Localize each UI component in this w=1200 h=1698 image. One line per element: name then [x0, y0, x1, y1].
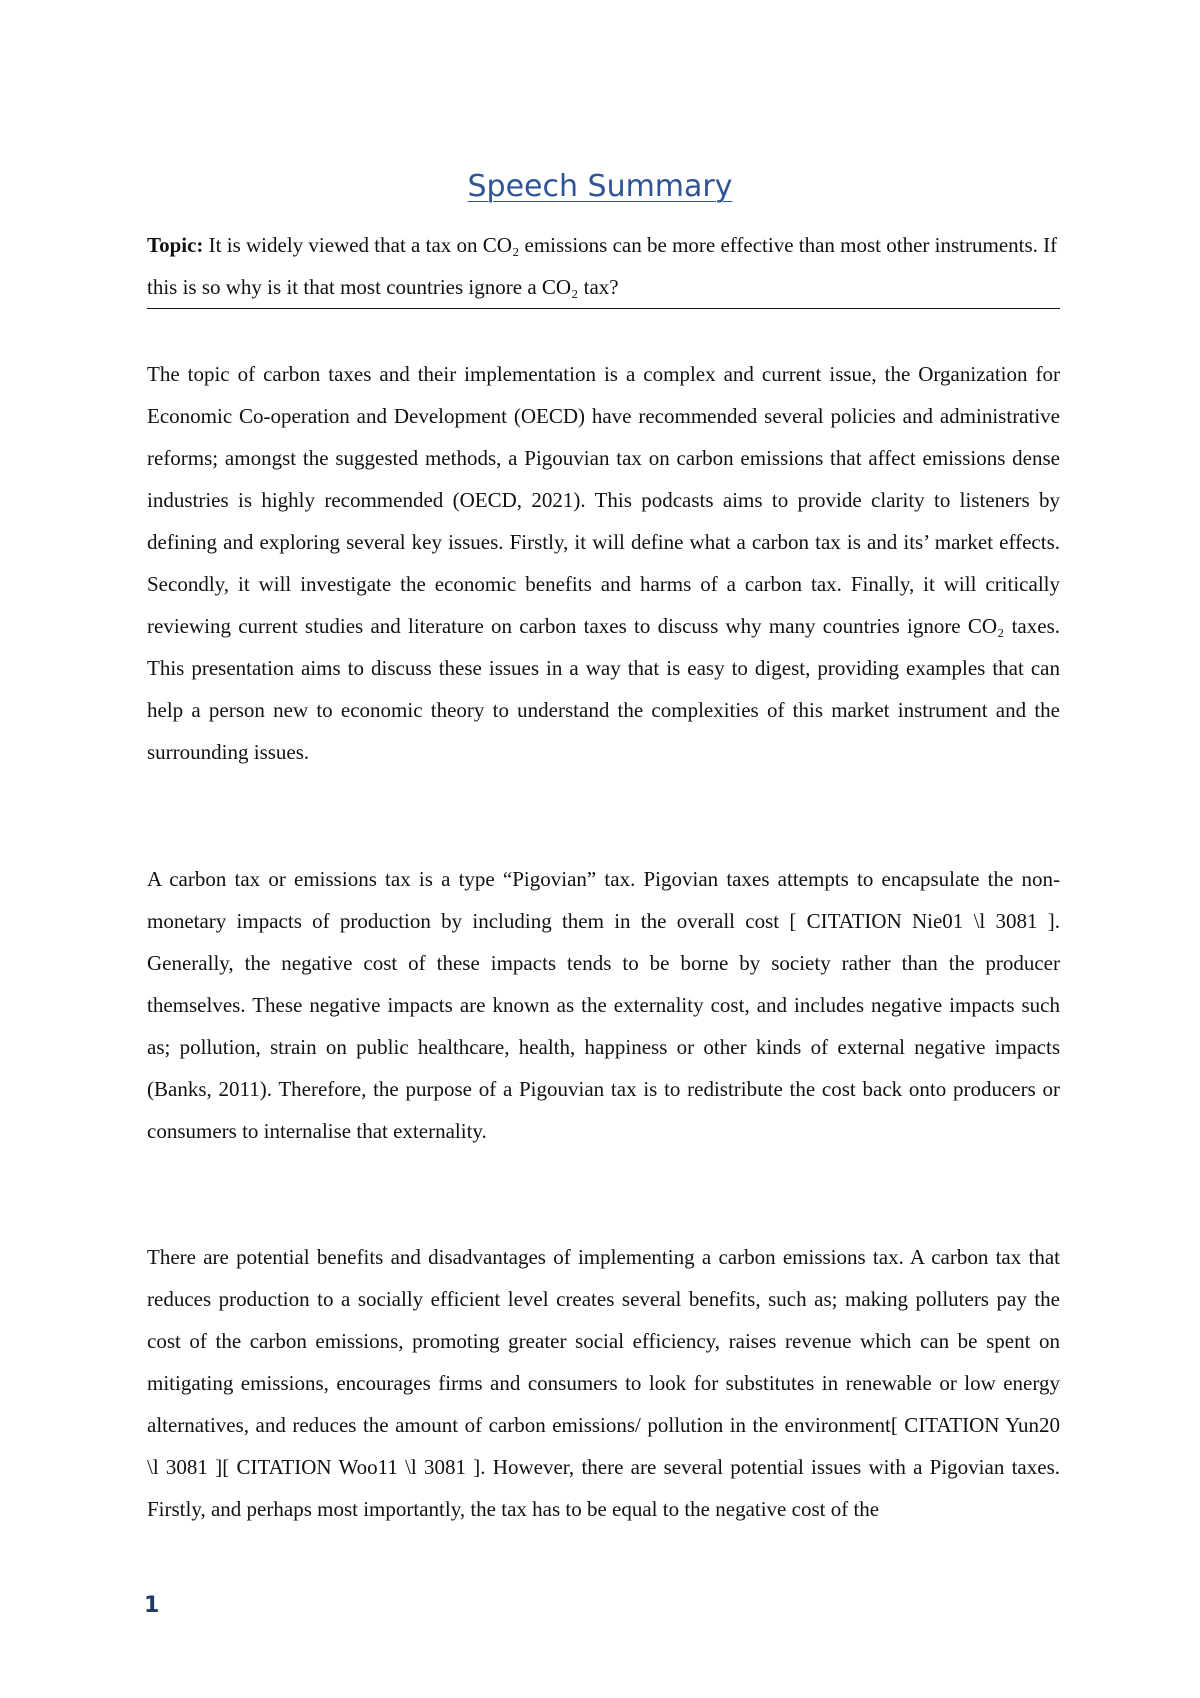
topic-block: [147, 224, 1060, 309]
page-title: Speech Summary: [467, 169, 733, 204]
page-number: 1: [144, 1593, 160, 1618]
paragraph-introduction: The topic of carbon taxes and their implementation is a complex and current issue, the Organization for Economic Co-operation and Development (OECD) have recommended several policies and administrative reforms; amongst the suggested methods, a Pigouvian tax on carbon emissions that affect emissions dense industries is highly recommended (OECD, 2021). This podcasts aims to provide clarity to listeners by defining and exploring several key issues. Firstly, it will define what a carbon tax is and its’ market effects. Secondly, it will investigate the economic benefits and harms of a carbon tax. Finally, it will critically reviewing current studies and literature on carbon taxes to discuss why many countries ignore CO₂ taxes. This presentation aims to discuss these issues in a way that is easy to digest, providing examples that can help a person new to economic theory to understand the complexities of this market instrument and the surrounding issues.: [147, 362, 1060, 764]
topic-text: It is widely viewed that a tax on CO₂ emissions can be more effective than most other instruments. If this is so why is it that most countries ignore a CO₂ tax?: [147, 233, 1058, 299]
topic-label: Topic:: [147, 233, 204, 257]
paragraph-benefits-disadvantages: There are potential benefits and disadvantages of implementing a carbon emissions tax. A carbon tax that reduces production to a socially efficient level creates several benefits, such as; making polluters pay the cost of the carbon emissions, promoting greater social efficiency, raises revenue which can be spent on mitigating emissions, encourages firms and consumers to look for substitutes in renewable or low energy alternatives, and reduces the amount of carbon emissions/ pollution in the environment[ CITATION Yun20 \l 3081 ][ CITATION Woo11 \l 3081 ]. However, there are several potential issues with a Pigovian taxes. Firstly, and perhaps most importantly, the tax has to be equal to the negative cost of the: [147, 1245, 1060, 1521]
paragraph-carbon-tax-definition: A carbon tax or emissions tax is a type “Pigovian” tax. Pigovian taxes attempts to encapsulate the non-monetary impacts of production by including them in the overall cost [ CITATION Nie01 \l 3081 ]. Generally, the negative cost of these impacts tends to be borne by society rather than the producer themselves. These negative impacts are known as the externality cost, and includes negative impacts such as; pollution, strain on public healthcare, health, happiness or other kinds of external negative impacts (Banks, 2011). Therefore, the purpose of a Pigouvian tax is to redistribute the cost back onto producers or consumers to internalise that externality.: [147, 867, 1060, 1143]
